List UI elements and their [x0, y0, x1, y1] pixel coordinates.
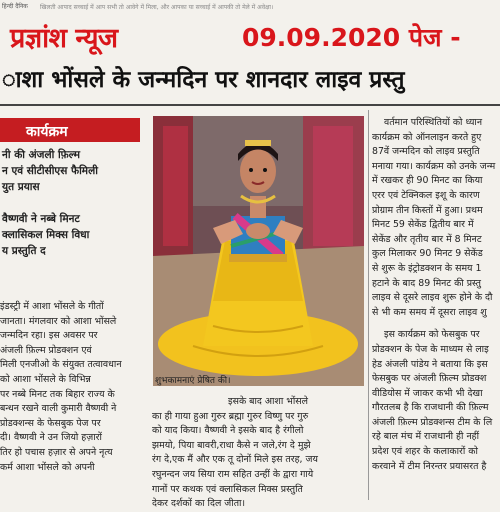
- article-line: 87वें जन्मदिन को लाइव प्रस्तुति: [372, 146, 480, 158]
- dancer-illustration: [153, 116, 364, 386]
- article-line: रंग दे,एक मैं और एक तू दोनों मिले इस तरह, जय: [152, 454, 318, 466]
- article-line: वर्तमान परिस्थितियों को ध्यान: [384, 117, 483, 128]
- article-line: सेकेंड और तृतीय बार में 8 मिनट: [372, 233, 482, 245]
- headline-text: ाशा भोंसले के जन्मदिन पर शानदार लाइव प्रस्तु: [2, 67, 405, 93]
- article-right-column: [372, 116, 500, 500]
- article-line: में रखकर ही 90 मिनट का किया: [372, 175, 483, 187]
- article-line: अंजली फ़िल्म प्रोडक्शन्स टीम के लि: [372, 416, 493, 428]
- article-line: जन्मदिन रहा। इस अवसर पर: [0, 330, 98, 342]
- article-left-column: [0, 300, 146, 500]
- article-line: दी। वैष्णवी ने उन जियो हज़ारों: [0, 432, 102, 444]
- article-line: गानों पर कथक एवं क्लासिकल मिक्स प्रस्तुति: [152, 483, 303, 495]
- edition-date-page: 09.09.2020 पेज -: [242, 23, 461, 52]
- article-line: जानता। मंगलवार को आशा भोंसले: [0, 315, 117, 327]
- column-divider: [368, 110, 369, 500]
- article-line: प्रोग्राम तीन किस्तों में हुआ। प्रथम: [372, 204, 483, 216]
- article-line: से भी कम समय में दूसरा लाइव शु: [372, 306, 487, 318]
- article-line: बन्धन रखने वाली कुमारी वैष्णवी ने: [0, 403, 117, 415]
- paper-type-label: हिन्दी दैनिक: [2, 3, 28, 10]
- article-line: लाइव से दूसरे लाइव शुरू होने के दौ: [372, 292, 493, 304]
- article-line: एरर एवं टेक्निकल इशू के कारण: [372, 189, 480, 201]
- article-line: देकर दर्शकों का दिल जीता।: [152, 498, 246, 510]
- article-line: रहे बाल मंच में राजधानी ही नहीं: [372, 431, 480, 443]
- article-line: का ही गाया हुआ गुरुर ब्रह्मा गुरुर विष्णु पर गुरु: [152, 410, 309, 422]
- program-sidebar-title: कार्यक्रम: [26, 124, 68, 140]
- sidebar-line: युत प्रयास: [2, 181, 40, 193]
- article-line: इसके बाद आशा भोंसले: [228, 396, 308, 407]
- article-line: कर्म आशा भोंसले को अपनी: [0, 461, 95, 473]
- article-line: हटाने के बाद 89 मिनट की प्रस्तु: [372, 277, 482, 289]
- headline-rule: [0, 104, 500, 106]
- article-line: मनाया गया। कार्यक्रम को उनके जन्म: [372, 160, 496, 172]
- article-line: कुल मिलाकर 90 मिनट 9 सेकेंड: [372, 248, 483, 260]
- article-line: प्रोडक्शन के पेज के माध्यम से लाइ: [372, 343, 489, 355]
- article-line: [372, 320, 500, 328]
- article-line: को आशा भोंसले के विभिन्न: [0, 373, 91, 385]
- program-sidebar: [0, 118, 140, 288]
- dancer-photo: [153, 116, 364, 386]
- article-line: वीडियोस में जाकर कभी भी देखा: [372, 387, 483, 399]
- article-line: को याद किया। वैष्णवी ने इसके बाद है रंगीलो: [152, 425, 304, 437]
- masthead: [0, 14, 500, 56]
- article-line: अंजली फ़िल्म प्रोडक्शन एवं: [0, 344, 92, 356]
- article-line: गौरतलब है कि राजधानी की फ़िल्म: [372, 402, 489, 414]
- article-line: करवाने में टीम निरन्तर प्रयासरत है: [372, 460, 487, 472]
- article-line: इस कार्यक्रम को फेसबुक पर: [384, 329, 480, 341]
- article-line: रघुनन्दन जय सिया राम सहित उन्हीं के द्वारा गाये: [152, 468, 314, 480]
- headline: [0, 58, 500, 98]
- article-line: पर नब्बे मिनट तक बिहार राज्य के: [0, 388, 115, 400]
- article-line: कार्यक्रम को ऑनलाइन करते हुए: [372, 131, 482, 143]
- photo-caption: शुभकामनाएं प्रेषित की।: [155, 376, 231, 386]
- sidebar-line: य प्रस्तुति द: [2, 245, 46, 257]
- article-line: प्रदेश एवं शहर के कलाकारों को: [372, 446, 478, 458]
- article-line: फेसबुक पर अंजली फ़िल्म प्रोडक्श: [372, 373, 487, 385]
- article-line: से शुरू के इंट्रोडक्शन के समय 1: [372, 262, 482, 274]
- article-line: मिली एनजीओ के संयुक्त तत्वावधान: [0, 359, 122, 371]
- sidebar-line: न एवं सीटीसीएस फैमिली: [2, 165, 98, 177]
- sidebar-line: नी की अंजली फ़िल्म: [2, 149, 80, 161]
- sidebar-line: वैष्णवी ने नब्बे मिनट: [2, 213, 80, 225]
- tagline: खिलती आपाद सच्चाई में आप सभी तो आवेगे में मिला, और आपका या सच्चाई में आपकी तो मेले में अवेक्षा।: [40, 4, 274, 11]
- sidebar-line: क्लासिकल मिक्स विधा: [2, 229, 90, 241]
- article-line: मिनट 59 सेकेंड द्वितीय बार में: [372, 219, 474, 231]
- article-line: प्रोडक्शन्स के फेसबुक पेज पर: [0, 417, 101, 429]
- program-sidebar-header: [0, 118, 140, 142]
- article-line: तिर हो पचास हज़ार से अपने नृत्य: [0, 446, 113, 458]
- article-line: इंडस्ट्री में आशा भोंसले के गीतों: [0, 301, 104, 312]
- newspaper-brand: प्रज्ञांश न्यूज: [10, 23, 118, 54]
- article-line: हेड अंजली पांडेय ने बताया कि इस: [372, 358, 488, 370]
- article-line: झमयो, पिया बावरी,राधा कैसे न जले,रंग दे मुझे: [152, 439, 311, 451]
- article-middle-column: [152, 395, 366, 510]
